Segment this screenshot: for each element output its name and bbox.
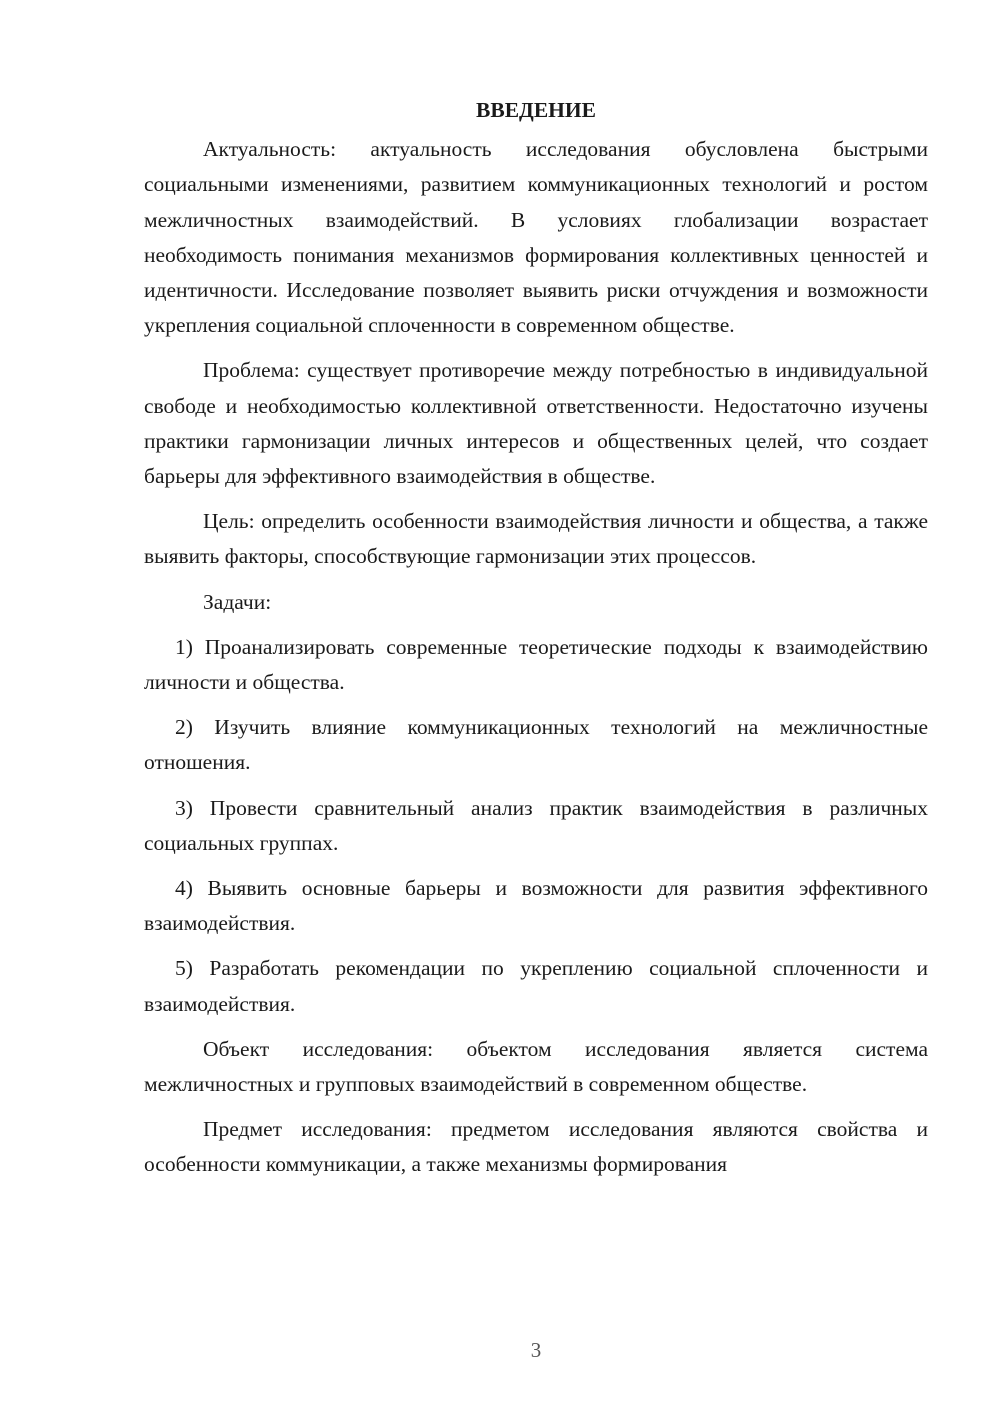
tasks-label: Задачи: xyxy=(203,589,272,614)
task-item: 3) Провести сравнительный анализ практик взаимодействия в различных социальных группах. xyxy=(144,795,928,855)
task-item: 1) Проанализировать современные теоретические подходы к взаимодействию личности и общества. xyxy=(144,634,928,695)
goal-paragraph: Цель: определить особенности взаимодействия личности и общества, а также выявить факторы, способствующие гармонизации этих процессов. xyxy=(144,509,928,569)
section-heading: ВВЕДЕНИЕ xyxy=(476,98,596,122)
page-content xyxy=(144,93,928,1193)
subject-paragraph: Предмет исследования: предметом исследования являются свойства и особенности коммуникации, а также механизмы формирования xyxy=(144,1117,928,1177)
problem-paragraph: Проблема: существует противоречие между потребностью в индивидуальной свободе и необходимостью коллективной ответственности. Недостаточно изучены практики гармонизации личных интересов и общественных целей, что создает барьеры для эффективного взаимодействия в обществе. xyxy=(144,358,928,489)
page-number: 3 xyxy=(530,1338,542,1362)
task-item: 4) Выявить основные барьеры и возможности для развития эффективного взаимодействия. xyxy=(144,876,928,936)
task-item: 5) Разработать рекомендации по укреплению социальной сплоченности и взаимодействия. xyxy=(144,956,928,1016)
task-item: 2) Изучить влияние коммуникационных технологий на межличностные отношения. xyxy=(144,715,928,775)
object-paragraph: Объект исследования: объектом исследования является система межличностных и групповых взаимодействий в современном обществе. xyxy=(144,1036,928,1097)
relevance-paragraph: Актуальность: актуальность исследования обусловлена быстрыми социальными изменениями, развитием коммуникационных технологий и ростом межличностных взаимодействий. В условиях глобализации возрастает необходимость понимания механизмов формирования коллективных ценностей и идентичности. Исследование позволяет выявить риски отчуждения и возможности укрепления социальной сплоченности в современном обществе. xyxy=(144,137,928,338)
